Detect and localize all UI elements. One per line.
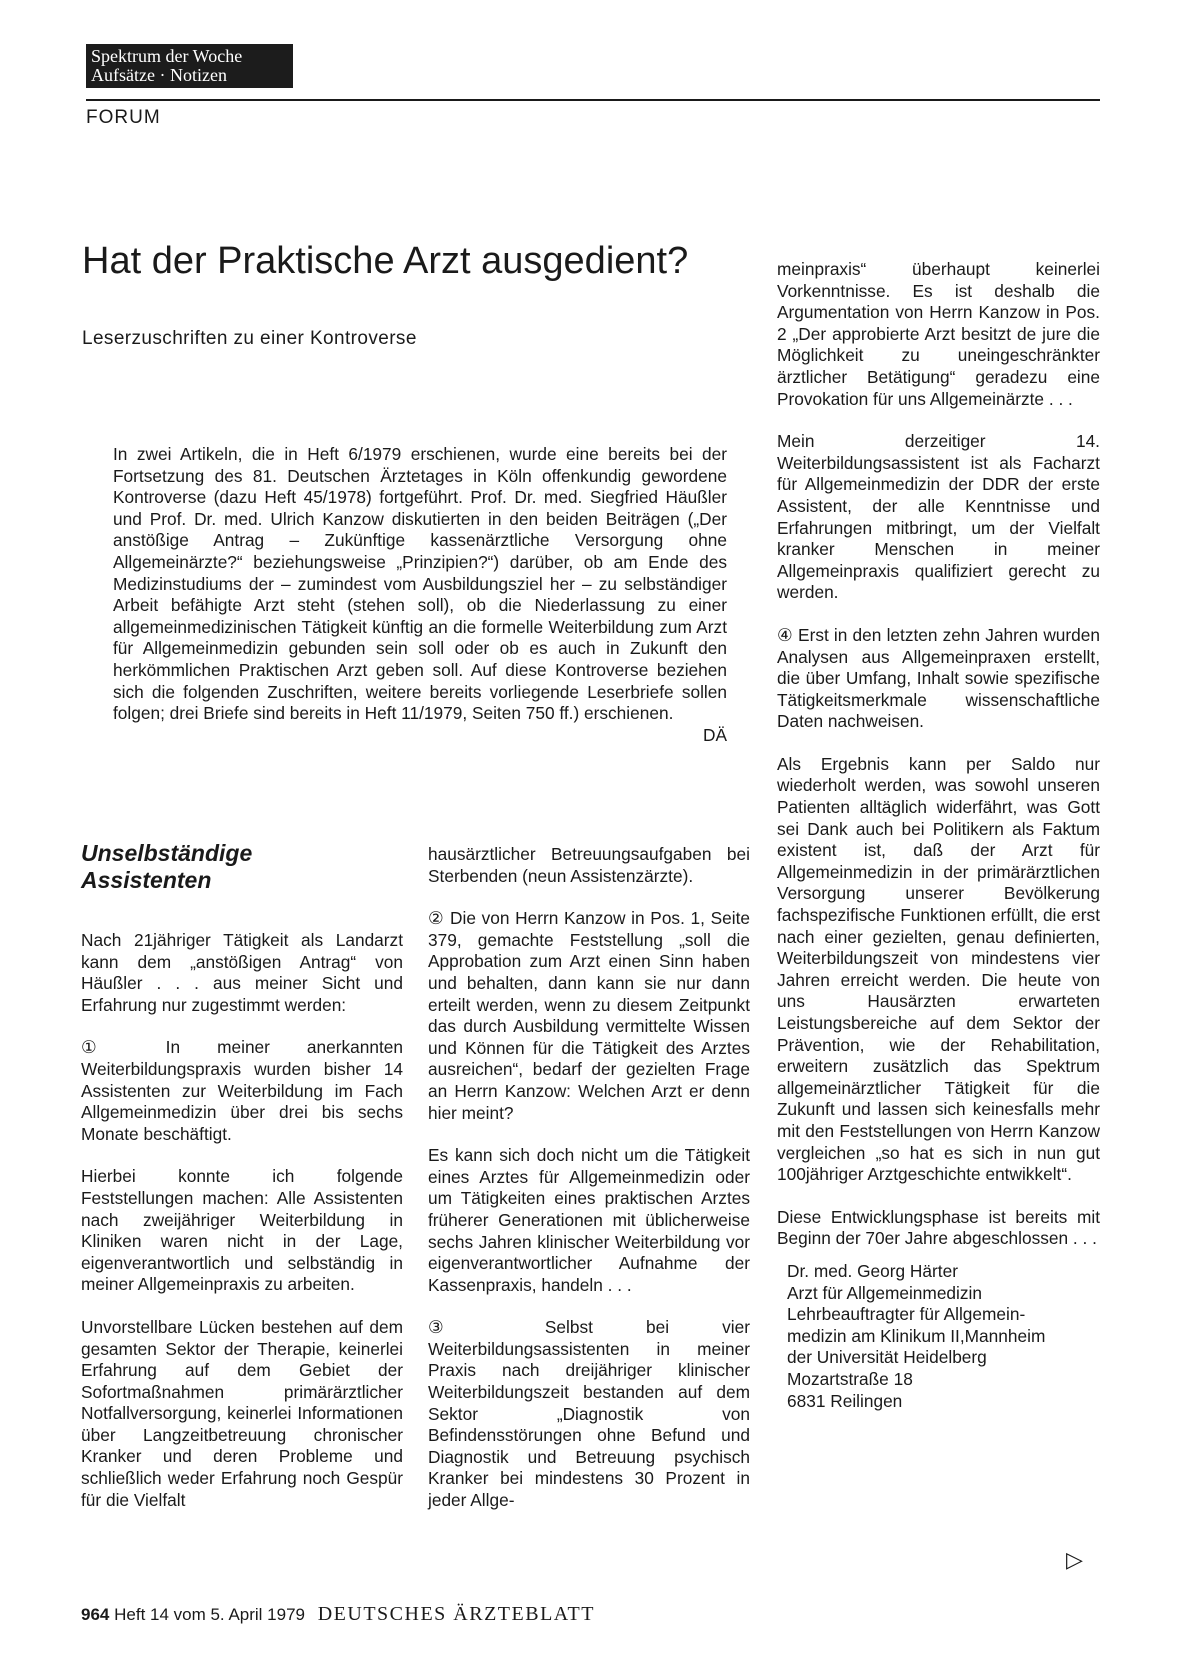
paragraph: ③ Selbst bei vier Weiterbildungsassistenten in meiner Praxis nach dreijähriger klinischer Weiterbildungszeit bestanden auf dem Sektor „Diagnostik von Befindensstörungen ohne Befund und Diagnostik und Betreuung psychisch Kranker bei mindestens 30 Prozent in jeder Allge- <box>428 1317 750 1511</box>
address-line: medizin am Klinikum II,Mannheim <box>787 1325 1046 1346</box>
header-line-2: Aufsätze · Notizen <box>91 65 227 85</box>
paragraph: Nach 21jähriger Tätigkeit als Landarzt kann dem „anstößigen Antrag“ von Häußler . . . aus meiner Sicht und Erfahrung nur zugestimmt werden: <box>81 930 403 1015</box>
paragraph: ② Die von Herrn Kanzow in Pos. 1, Seite 379, gemachte Feststellung „soll die Approbation zum Arzt einen Sinn haben und behalten, dann kann sie nur dann erteilt werden, wenn zu diesem Zeitpunkt das durch Ausbildung vermittelte Wissen und Können für die Tätigkeit des Arztes ausreichen“, bedarf der gezielten Frage an Herrn Kanzow: Welchen Arzt er denn hier meint? <box>428 908 750 1123</box>
intro-paragraph <box>113 444 727 746</box>
page-footer <box>81 1603 595 1626</box>
intro-text: In zwei Artikeln, die in Heft 6/1979 erschienen, wurde eine bereits bei der Fortsetzung des 81. Deutschen Ärztetages in Köln offenkundig gewordene Kontroverse (dazu Heft 45/1978) fortgeführt. Prof. Dr. med. Siegfried Häußler und Prof. Dr. med. Ulrich Kanzow diskutierten in den beiden Beiträgen („Der anstößige Antrag – Zukünftige kassenärztliche Versorgung ohne Allgemeinärzte?“ beziehungsweise „Prinzipien?“) darüber, ob am Ende des Medizinstudiums der – zumindest vom Ausbildungsziel her – zu selbständiger Arbeit befähigte Arzt steht (stehen soll), ob die Niederlassung zu einer allgemeinmedizinischen Tätigkeit künftig an die formelle Weiterbildung zum Arzt für Allgemeinmedizin gebunden sein soll oder ob es auch in Zukunft den herkömmlichen Praktischen Arzt geben soll. Auf diese Kontroverse beziehen sich die folgenden Zuschriften, weitere bereits vorliegende Leserbriefe sollen folgen; drei Briefe sind bereits in Heft 11/1979, Seiten 750 ff.) erschienen. <box>113 444 727 724</box>
header-rule <box>86 99 1100 101</box>
address-line: der Universität Heidelberg <box>787 1347 987 1368</box>
column-3 <box>777 259 1100 1412</box>
continue-arrow-icon: ▷ <box>1066 1547 1083 1572</box>
paragraph: hausärztlicher Betreuungsaufgaben bei Sterbenden (neun Assistenzärzte). <box>428 844 750 886</box>
section-label: FORUM <box>86 107 161 128</box>
paragraph: Mein derzeitiger 14. Weiterbildungsassistent ist als Facharzt für Allgemeinmedizin der DDR der erste Assistent, der alle Kenntnisse und Erfahrungen mitbringt, um der Vielfalt kranker Menschen in meiner Allgemeinpraxis qualifiziert gerecht zu werden. <box>777 431 1100 603</box>
column-2 <box>428 844 750 1533</box>
address-line: Mozartstraße 18 <box>787 1368 913 1389</box>
paragraph: ① In meiner anerkannten Weiterbildungspraxis wurden bisher 14 Assistenten zur Weiterbildung im Fach Allgemeinmedizin über drei bis sechs Monate beschäftigt. <box>81 1037 403 1144</box>
paragraph: Unvorstellbare Lücken bestehen auf dem gesamten Sektor der Therapie, keinerlei Erfahrung auf dem Gebiet der Sofortmaßnahmen primärärztlicher Notfallversorgung, keinerlei Informationen über Langzeitbetreuung chronischer Kranker und deren Probleme und schließlich weder Erfahrung noch Gespür für die Vielfalt <box>81 1316 403 1510</box>
issue-info: Heft 14 vom 5. April 1979 <box>114 1605 305 1624</box>
author-address <box>777 1261 1100 1412</box>
heading-line-1: Unselbständige <box>81 840 253 866</box>
intro-signature: DÄ <box>702 724 727 745</box>
page-number: 964 <box>81 1605 110 1624</box>
address-line: Arzt für Allgemeinmedizin <box>787 1282 982 1303</box>
address-line: Lehrbeauftragter für Allgemein- <box>787 1304 1026 1325</box>
heading-line-2: Assistenten <box>81 867 212 893</box>
paragraph: meinpraxis“ überhaupt keinerlei Vorkenntnisse. Es ist deshalb die Argumentation von Herrn Kanzow in Pos. 2 „Der approbierte Arzt besitzt de jure die Möglichkeit zu uneingeschränkter ärztlicher Betätigung“ geradezu eine Provokation für uns Allgemeinärzte . . . <box>777 259 1100 409</box>
column-1 <box>81 930 403 1532</box>
header-line-1: Spektrum der Woche <box>91 46 243 66</box>
paragraph: Als Ergebnis kann per Saldo nur wiederholt werden, was sowohl unseren Patienten alltäglich widerfährt, was Gott sei Dank auch bei Politikern als Faktum existent ist, daß der Arzt für Allgemeinmedizin in der primärärztlichen Versorgung unserer Bevölkerung fachspezifische Funktionen erfüllt, die erst nach einer gezielten, genau definierten, Weiterbildungszeit von mindestens vier Jahren erreicht werden. Die heute von uns Hausärzten erwarteten Leistungsbereiche auf dem Sektor der Prävention, wie der Rehabilitation, erweitern zusätzlich das Spektrum allgemeinärztlicher Tätigkeit für die Zukunft und lassen sich keinesfalls mehr mit den Feststellungen von Herrn Kanzow vergleichen „so hat es sich in nun gut 100jähriger Arztgeschichte entwikkelt“. <box>777 753 1100 1185</box>
section-heading <box>81 840 252 894</box>
paragraph: Es kann sich doch nicht um die Tätigkeit eines Arztes für Allgemeinmedizin oder um Tätigkeiten eines praktischen Arztes früherer Generationen mit üblicherweise sechs Jahren klinischer Weiterbildung vor eigenverantwortlicher Aufnahme der Kassenpraxis, handeln . . . <box>428 1145 750 1295</box>
paragraph: Hierbei konnte ich folgende Feststellungen machen: Alle Assistenten nach zweijähriger Weiterbildung in Kliniken waren nicht in der Lage, eigenverantwortlich und selbständig in meiner Allgemeinpraxis zu arbeiten. <box>81 1166 403 1295</box>
magazine-name: DEUTSCHES ÄRZTEBLATT <box>317 1603 595 1625</box>
article-subtitle: Leserzuschriften zu einer Kontroverse <box>82 328 417 349</box>
address-line: Dr. med. Georg Härter <box>787 1260 958 1281</box>
article-title: Hat der Praktische Arzt ausgedient? <box>82 240 689 282</box>
section-header-box <box>86 44 293 88</box>
address-line: 6831 Reilingen <box>787 1390 903 1411</box>
paragraph: ④ Erst in den letzten zehn Jahren wurden Analysen aus Allgemeinpraxen erstellt, die über Umfang, Inhalt sowie spezifische Tätigkeitsmerkmale wissenschaftliche Daten nachweisen. <box>777 624 1100 732</box>
paragraph: Diese Entwicklungsphase ist bereits mit Beginn der 70er Jahre abgeschlossen . . . <box>777 1206 1100 1249</box>
